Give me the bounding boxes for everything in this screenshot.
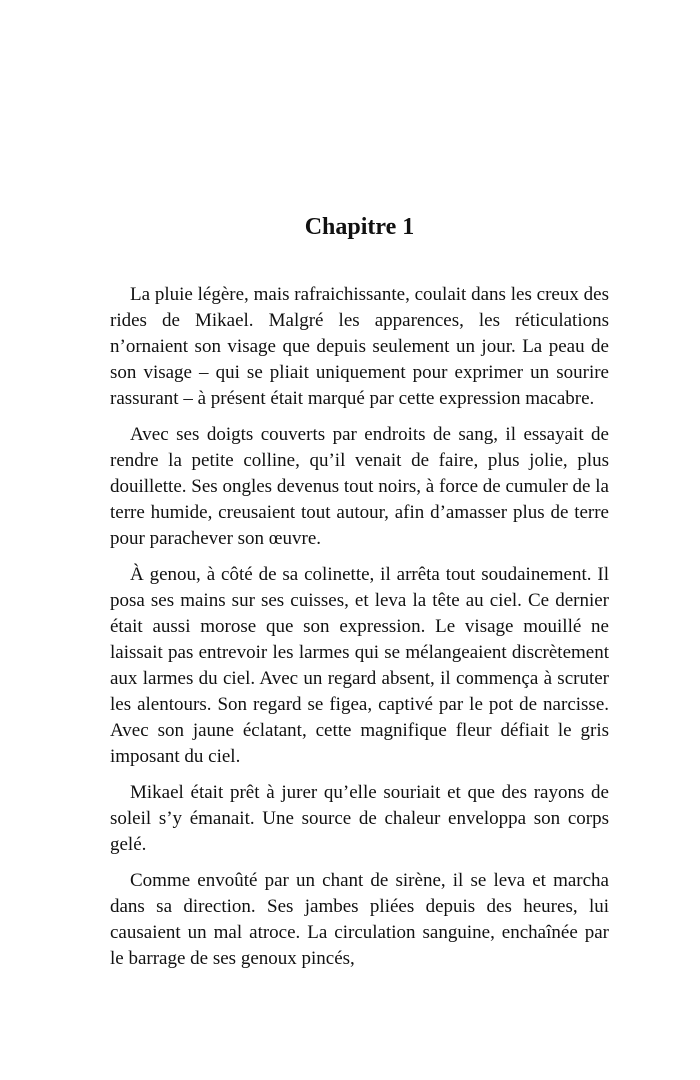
paragraph: Mikael était prêt à jurer qu’elle souriait et que des rayons de soleil s’y émanait. Une source de chaleur enveloppa son corps gelé. [110, 782, 609, 855]
paragraph: Avec ses doigts couverts par endroits de sang, il essayait de rendre la petite colline, qu’il venait de faire, plus jolie, plus douillette. Ses ongles devenus tout noirs, à force de cumuler de la terre humide, creusaient tout autour, afin d’amasser plus de terre pour parachever son œuvre. [110, 424, 609, 549]
paragraph: À genou, à côté de sa colinette, il arrêta tout soudainement. Il posa ses mains sur ses cuisses, et leva la tête au ciel. Ce dernier était aussi morose que son expression. Le visage mouillé ne laissait pas entrevoir les larmes qui se mélangeaient discrètement aux larmes du ciel. Avec un regard absent, il commença à scruter les alentours. Son regard se figea, captivé par le pot de narcisse. Avec son jaune éclatant, cette magnifique fleur défiait le gris imposant du ciel. [110, 564, 609, 767]
paragraph: Comme envoûté par un chant de sirène, il se leva et marcha dans sa direction. Ses jambes pliées depuis des heures, lui causaient un mal atroce. La circulation sanguine, enchaînée par le barrage de ses genoux pincés, [110, 870, 609, 969]
paragraph: La pluie légère, mais rafraichissante, coulait dans les creux des rides de Mikael. Malgré les apparences, les réticulations n’ornaient son visage que depuis seulement un jour. La peau de son visage – qui se pliait uniquement pour exprimer un sourire rassurant – à présent était marqué par cette expression macabre. [110, 284, 609, 409]
chapter-body [110, 282, 609, 982]
chapter-title: Chapitre 1 [304, 214, 415, 240]
